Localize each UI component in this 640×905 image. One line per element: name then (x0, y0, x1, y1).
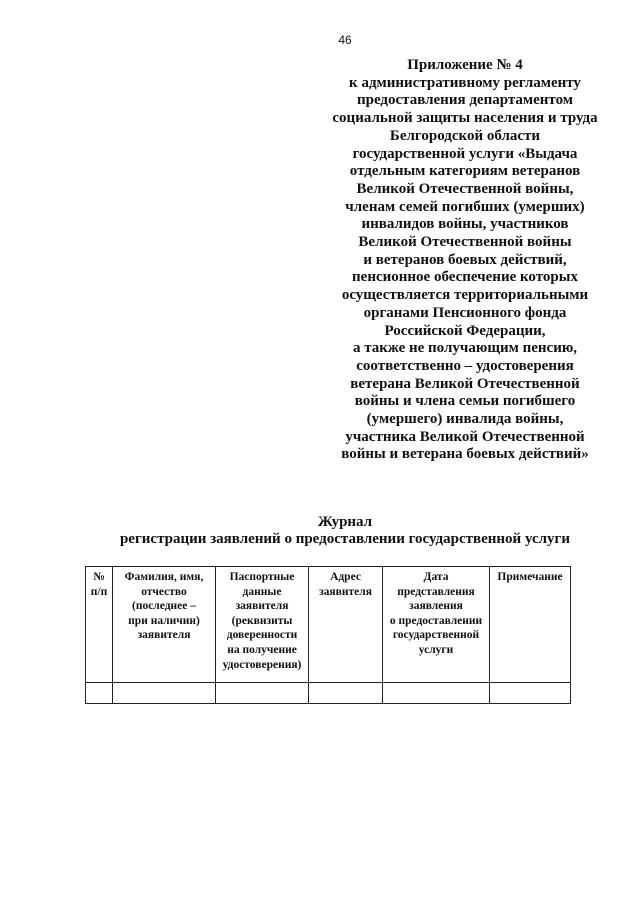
appendix-line: Великой Отечественной войны, (356, 180, 574, 197)
registration-table (85, 566, 571, 704)
header-full-name (113, 567, 216, 683)
appendix-line: и ветеранов боевых действий, (363, 251, 567, 268)
table-header-row (86, 567, 571, 683)
appendix-line: социальной защиты населения и труда (332, 110, 598, 127)
appendix-line: войны и члена семьи погибшего (354, 393, 576, 410)
appendix-line: пенсионное обеспечение которых (352, 269, 578, 286)
appendix-line: (умершего) инвалида войны, (366, 411, 564, 428)
appendix-line: государственной услуги «Выдача (352, 145, 578, 162)
table-row (86, 683, 571, 704)
table-cell (86, 683, 113, 704)
table-cell (216, 683, 309, 704)
journal-title: Журнал (317, 514, 373, 530)
header-date (383, 567, 490, 683)
appendix-line: к административному регламенту (349, 74, 581, 91)
appendix-line: инвалидов войны, участников (361, 216, 569, 233)
appendix-line: предоставления департаментом (356, 92, 574, 109)
journal-subtitle: регистрации заявлений о предоставлении государственной услуги (119, 531, 571, 547)
appendix-line: отдельным категориям ветеранов (349, 163, 581, 180)
appendix-line: а также не получающим пенсию, (352, 340, 578, 357)
page-number: 46 (338, 33, 352, 47)
appendix-line: Белгородской области (389, 127, 541, 144)
appendix-block (305, 57, 625, 464)
header-address (309, 567, 383, 683)
table-cell (309, 683, 383, 704)
appendix-line: участника Великой Отечественной (345, 428, 585, 445)
appendix-line: войны и ветерана боевых действий» (341, 446, 589, 463)
table-cell (490, 683, 571, 704)
table-cell (383, 683, 490, 704)
header-passport-label: Паспортные данные заявителя (реквизиты доверенности на получение удостоверения) (222, 571, 302, 671)
appendix-line: органами Пенсионного фонда (363, 304, 567, 321)
header-full-name-label: Фамилия, имя, отчество (последнее – при наличии) заявителя (124, 571, 204, 642)
appendix-line: Российской Федерации, (384, 322, 546, 339)
appendix-line: соответственно – удостоверения (356, 357, 574, 374)
appendix-line: Приложение № 4 (407, 57, 523, 73)
appendix-line: ветерана Великой Отечественной (350, 375, 580, 392)
table-cell (113, 683, 216, 704)
appendix-line: членам семей погибших (умерших) (345, 198, 585, 215)
header-note-label: Примечание (497, 571, 563, 583)
appendix-line: осуществляется территориальными (341, 287, 589, 304)
header-number-label: № п/п (90, 571, 108, 598)
header-number (86, 567, 113, 683)
header-note (490, 567, 571, 683)
header-date-label: Дата представления заявления о предоставлении государственной услуги (389, 571, 483, 656)
header-passport (216, 567, 309, 683)
appendix-line: Великой Отечественной войны (358, 234, 572, 251)
header-address-label: Адрес заявителя (319, 571, 372, 598)
